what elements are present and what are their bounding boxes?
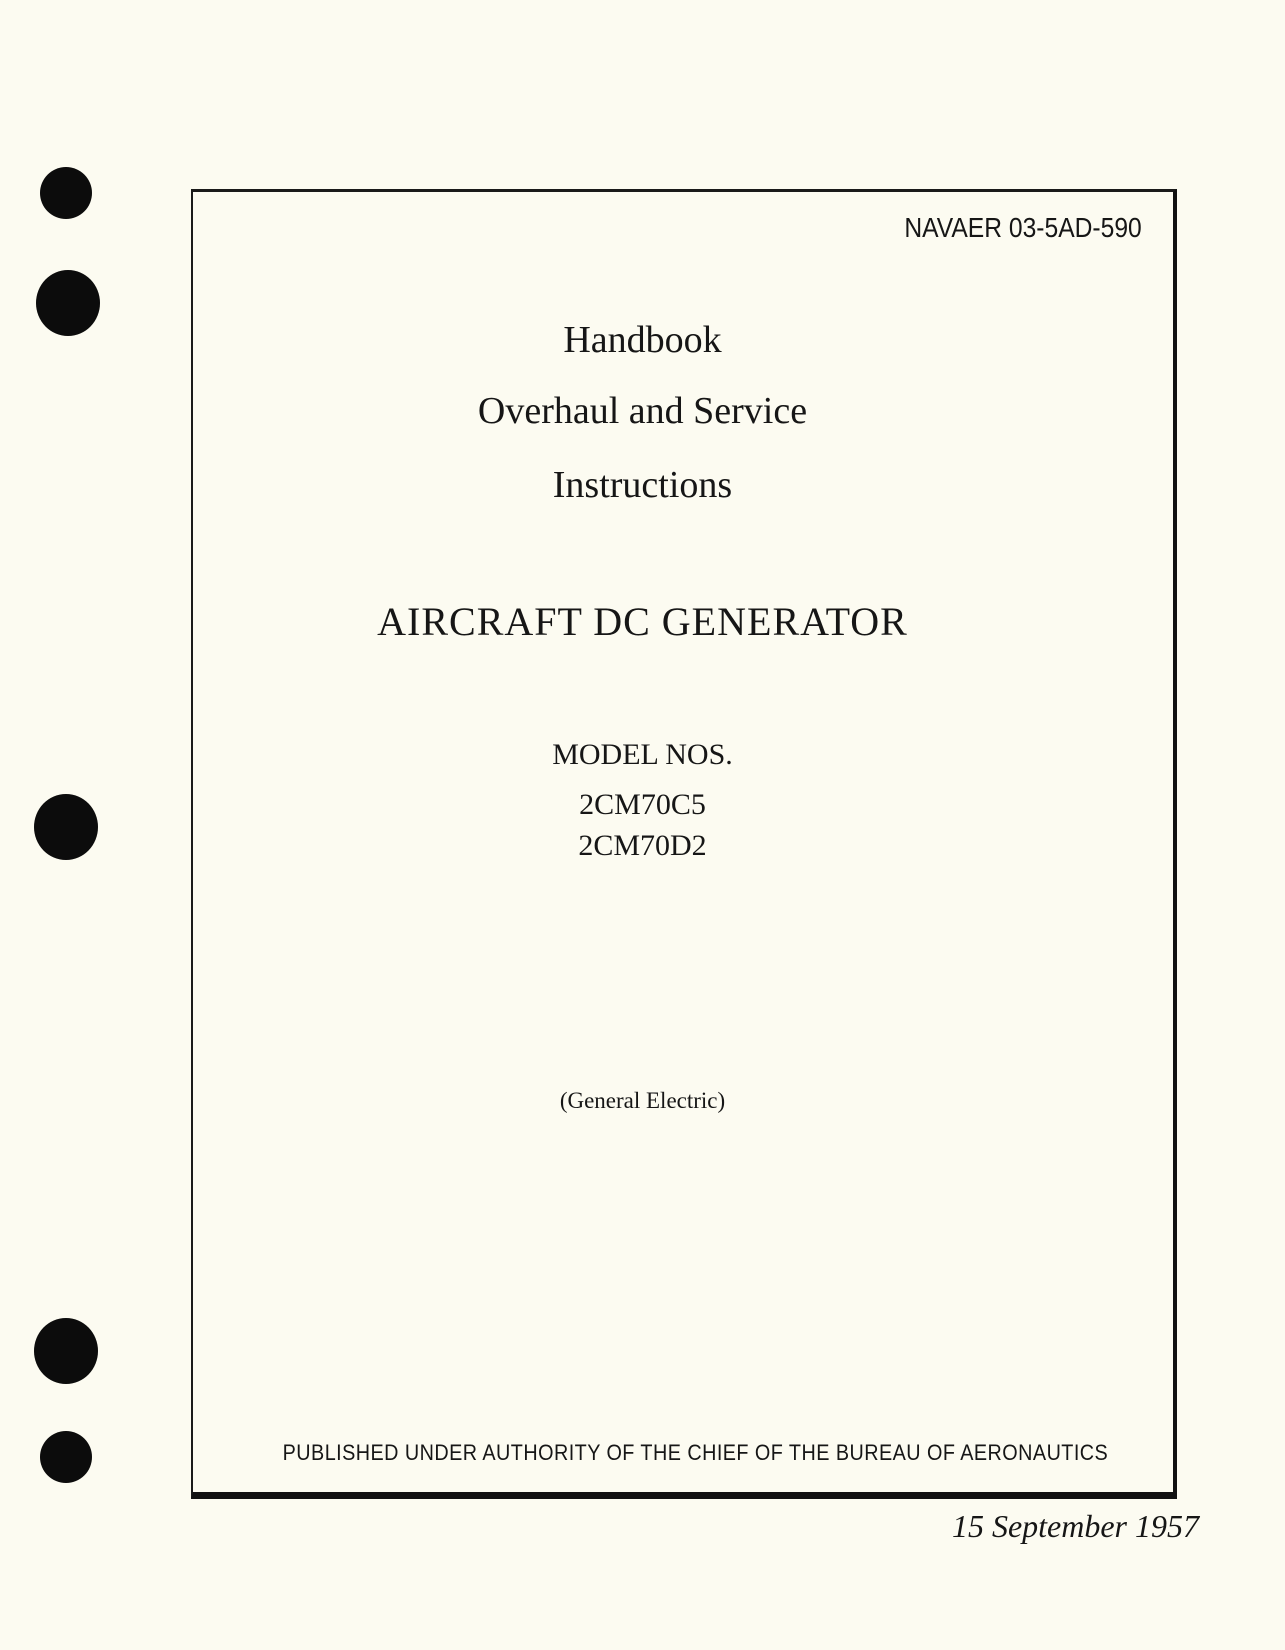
authority-statement: PUBLISHED UNDER AUTHORITY OF THE CHIEF OF THE BUREAU OF AERONAUTICS — [282, 1440, 1109, 1465]
binder-hole — [34, 1318, 98, 1384]
binder-hole — [40, 1431, 92, 1483]
manufacturer: (General Electric) — [559, 1088, 726, 1113]
model-heading: MODEL NOS. — [552, 738, 733, 771]
publication-date: 15 September 1957 — [951, 1508, 1199, 1544]
title-line-3: Instructions — [552, 464, 733, 506]
document-number: NAVAER 03-5AD-590 — [904, 212, 1142, 243]
subject-title: AIRCRAFT DC GENERATOR — [377, 599, 908, 644]
title-line-2: Overhaul and Service — [477, 390, 808, 432]
model-number: 2CM70C5 — [579, 788, 706, 821]
model-number: 2CM70D2 — [578, 829, 707, 862]
binder-hole — [40, 167, 92, 219]
title-line-1: Handbook — [563, 319, 722, 361]
